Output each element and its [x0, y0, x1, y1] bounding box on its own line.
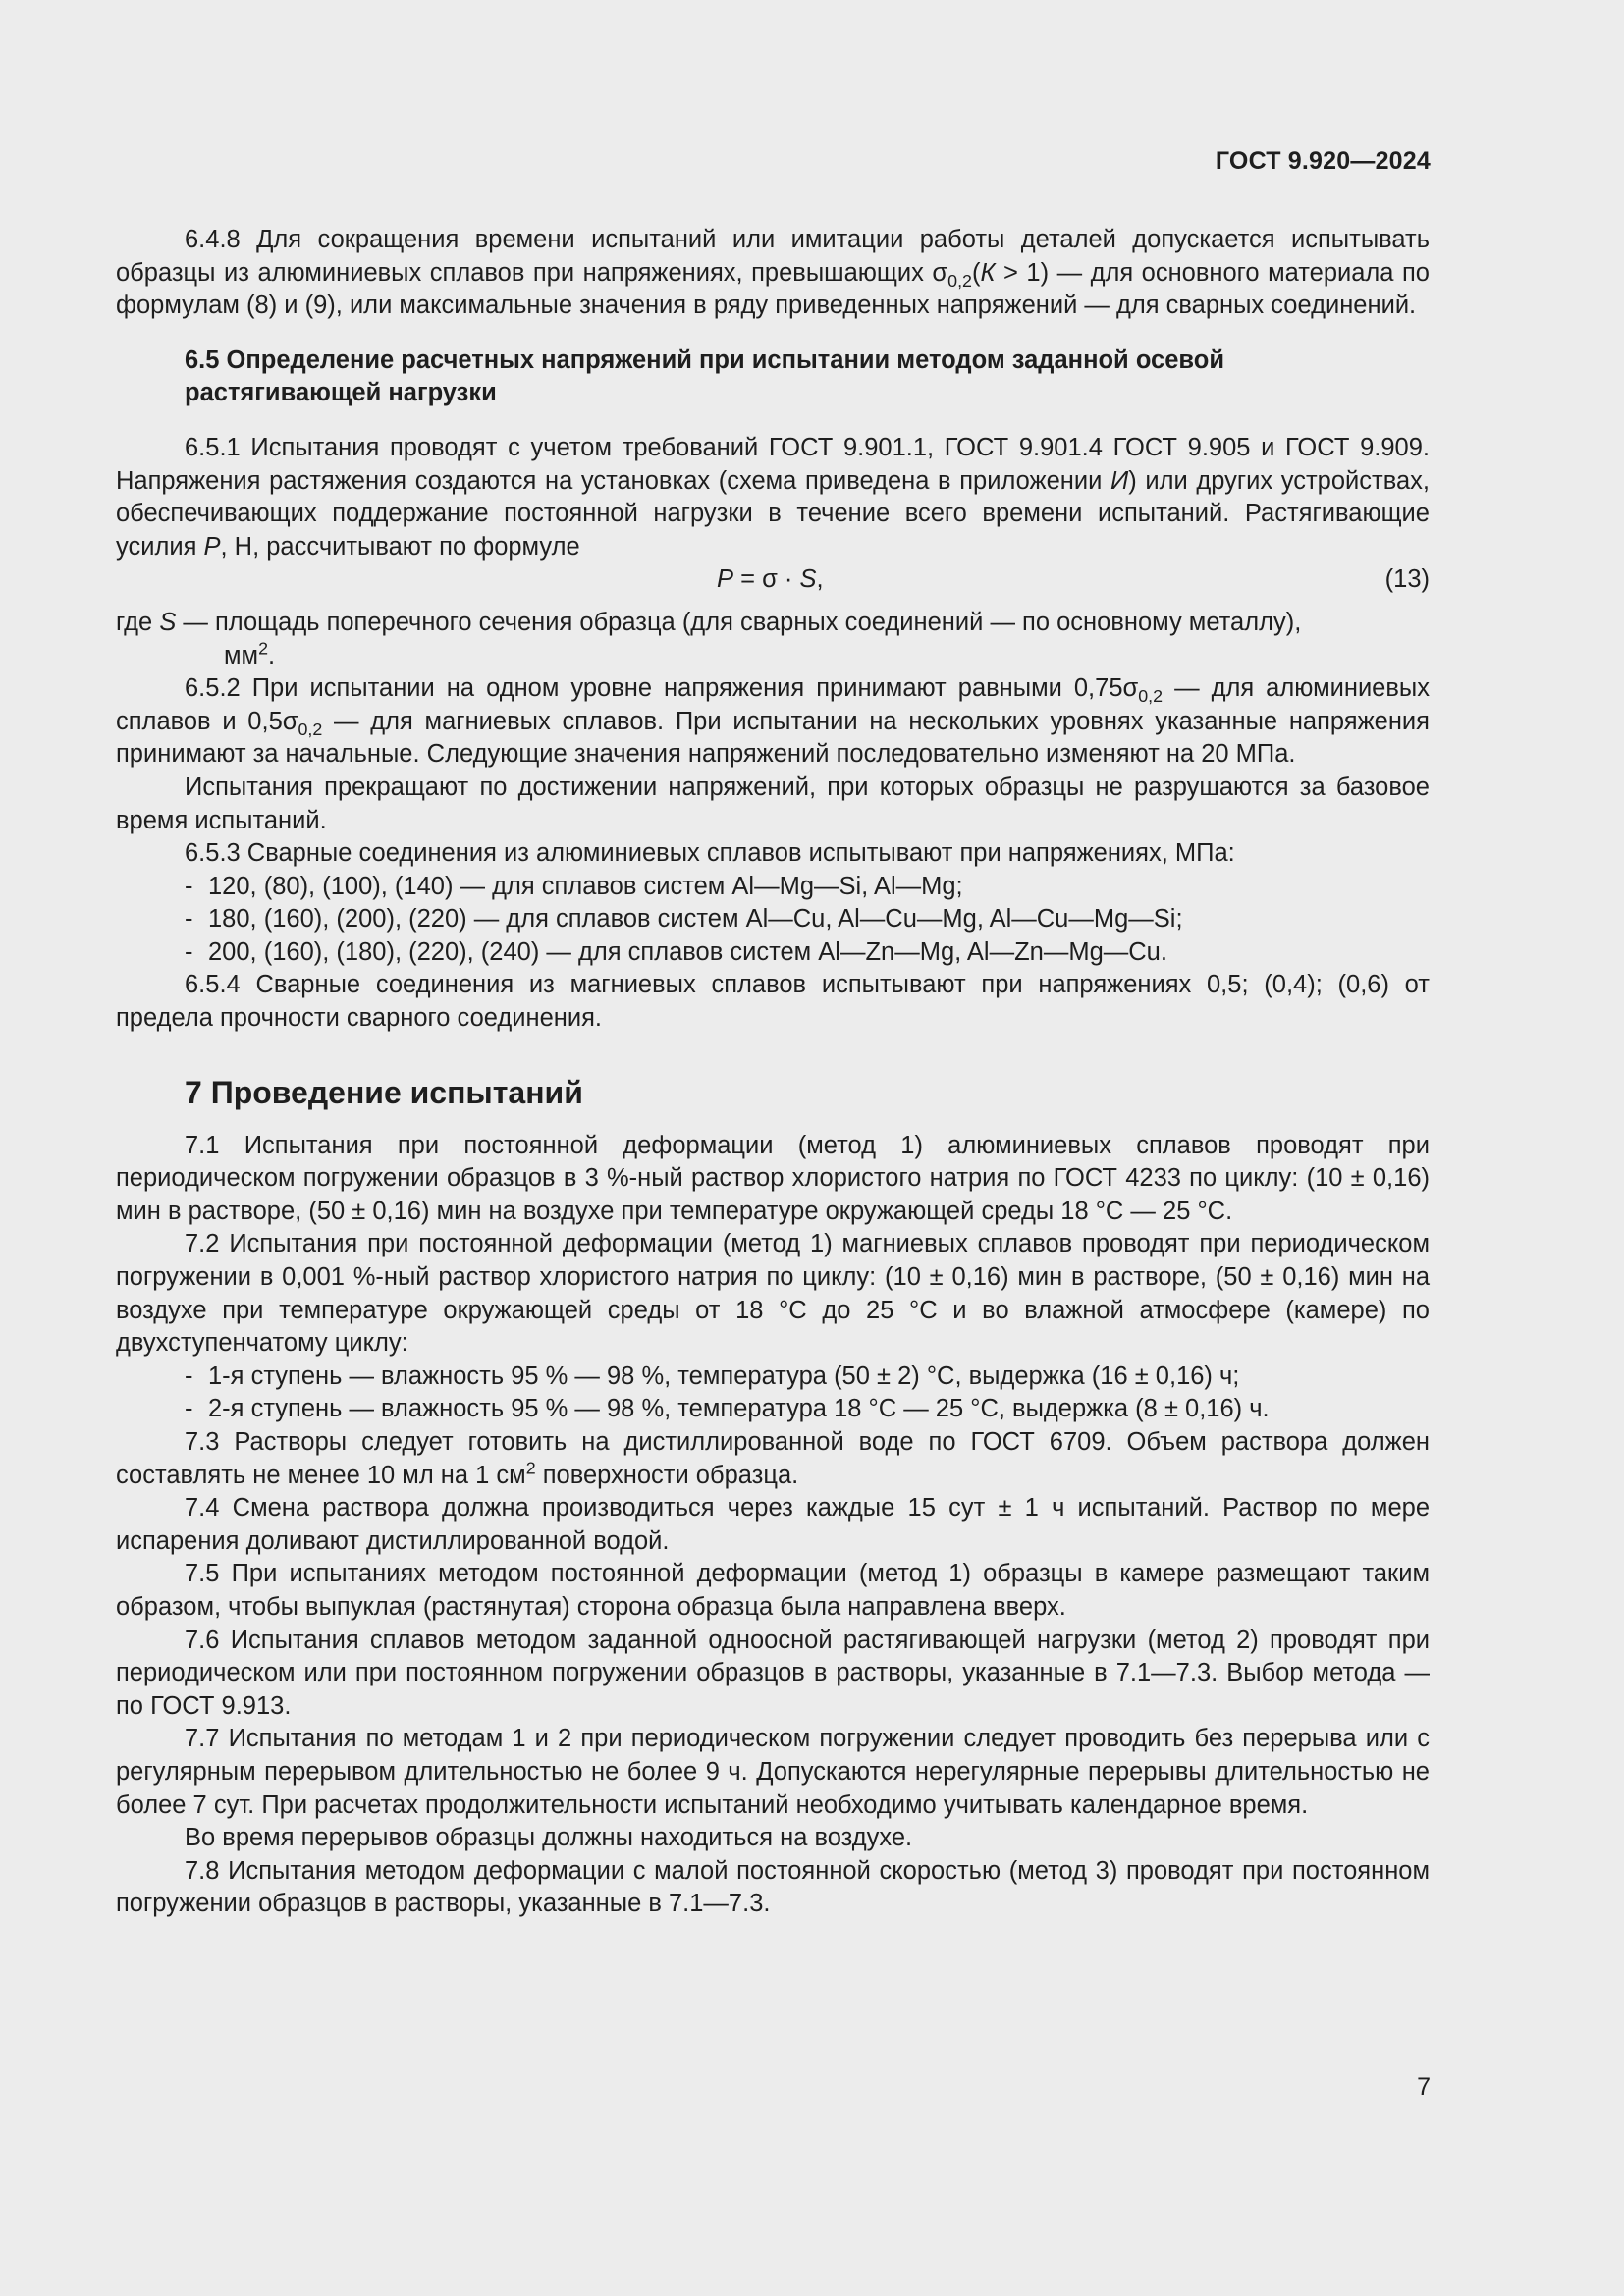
formula-legend: где S — площадь поперечного сечения образца (для сварных соединений — по основному металлу), $мм^2$. — [116, 608, 1302, 669]
paragraph-6-5-2: 6.5.2 При испытании на одном уровне напряжения принимают равными $0,75\sigma_{0,2}$ — для алюминиевых сплавов и $0,5\sigma_{0,2}$ — для магниевых сплавов. При испытании на нескольких уровнях указанные напряжения принимают за начальные. Следующие значения напряжений последовательно изменяют на 20 МПа. — [116, 674, 1430, 769]
paragraph-7-4: 7.4 Смена раствора должна производиться через каждые 15 сут ± 1 ч испытаний. Раствор по мере испарения доливают дистиллированной водой. — [116, 1494, 1430, 1555]
formula-number: (13) — [1384, 565, 1430, 594]
paragraph-7-5: 7.5 При испытаниях методом постоянной деформации (метод 1) образцы в камере размещают таким образом, чтобы выпуклая (растянутая) сторона образца была направлена вверх. — [116, 1560, 1430, 1621]
section-title-6-5: 6.5 Определение расчетных напряжений при испытании методом заданной осевой растягивающей нагрузки — [185, 346, 1225, 407]
paragraph-6-5-4: 6.5.4 Сварные соединения из магниевых сплавов испытывают при напряжениях 0,5; (0,4); (0,6) от предела прочности сварного соединения. — [116, 971, 1430, 1033]
paragraph-6-4-8: 6.4.8 Для сокращения времени испытаний или имитации работы деталей допускается испытывать образцы из алюминиевых сплавов при напряжениях, превышающих $\sigma_{0,2}(К > 1)$ — для основного материала по формулам (8) и (9), или максимальные значения в ряду приведенных напряжений — для сварных соединений. — [116, 226, 1430, 320]
list-item: - 120, (80), (100), (140) — для сплавов систем Al—Mg—Si, Al—Mg; — [185, 872, 963, 900]
list-item: - 1-я ступень — влажность 95 % — 98 %, температура (50 ± 2) °С, выдержка (16 ± 0,16) ч; — [185, 1362, 1240, 1390]
paragraph-7-7-continued: Во время перерывов образцы должны находиться на воздухе. — [185, 1824, 913, 1852]
document-body — [116, 224, 1430, 1921]
paragraph-7-2: 7.2 Испытания при постоянной деформации (метод 1) магниевых сплавов проводят при периодическом погружении в 0,001 %-ный раствор хлористого натрия по циклу: (10 ± 0,16) мин в растворе, (50 ± 0,16) мин на воздухе при температуре окружающей среды от 18 °С до 25 °С и во влажной атмосфере (камере) по двухступенчатому циклу: — [116, 1230, 1430, 1358]
formula-13 — [116, 563, 1430, 597]
list-item: - 2-я ступень — влажность 95 % — 98 %, температура 18 °С — 25 °С, выдержка (8 ± 0,16) ч. — [185, 1395, 1270, 1423]
paragraph-6-5-3: 6.5.3 Сварные соединения из алюминиевых сплавов испытывают при напряжениях, МПа: — [185, 839, 1235, 868]
paragraph-7-1: 7.1 Испытания при постоянной деформации (метод 1) алюминиевых сплавов проводят при периодическом погружении образцов в 3 %-ный раствор хлористого натрия по ГОСТ 4233 по циклу: (10 ± 0,16) мин в растворе, (50 ± 0,16) мин на воздухе при температуре окружающей среды 18 °С — 25 °С. — [116, 1131, 1430, 1225]
paragraph-7-3: 7.3 Растворы следует готовить на дистиллированной воде по ГОСТ 6709. Объем раствора должен составлять не менее 10 мл на 1 $см^2$ поверхности образца. — [116, 1428, 1430, 1489]
paragraph-7-7: 7.7 Испытания по методам 1 и 2 при периодическом погружении следует проводить без перерыва или с регулярным перерывом длительностью не более 9 ч. Допускаются нерегулярные перерывы длительностью не более 7 сут. При расчетах продолжительности испытаний необходимо учитывать календарное время. — [116, 1725, 1430, 1819]
paragraph-6-5-1: 6.5.1 Испытания проводят с учетом требований ГОСТ 9.901.1, ГОСТ 9.901.4 ГОСТ 9.905 и ГОСТ 9.909. Напряжения растяжения создаются на установках (схема приведена в приложении И) или других устройствах, обеспечивающих поддержание постоянной нагрузки в течение всего времени испытаний. Растягивающие усилия Р, Н, рассчитывают по формуле — [116, 433, 1430, 561]
formula-expression: Р = σ · S, — [717, 565, 824, 594]
paragraph-7-8: 7.8 Испытания методом деформации с малой постоянной скоростью (метод 3) проводят при постоянном погружении образцов в растворы, указанные в 7.1—7.3. — [116, 1856, 1430, 1918]
document-header: ГОСТ 9.920—2024 — [1215, 147, 1431, 175]
section-title-7: 7 Проведение испытаний — [185, 1074, 583, 1110]
paragraph-7-6: 7.6 Испытания сплавов методом заданной одноосной растягивающей нагрузки (метод 2) проводят при периодическом или при постоянном погружении образцов в растворы, указанные в 7.1—7.3. Выбор метода — по ГОСТ 9.913. — [116, 1626, 1430, 1720]
list-item: - 180, (160), (200), (220) — для сплавов систем Al—Cu, Al—Cu—Mg, Al—Cu—Mg—Si; — [185, 905, 1183, 934]
list-item: - 200, (160), (180), (220), (240) — для сплавов систем Al—Zn—Mg, Al—Zn—Mg—Cu. — [185, 937, 1167, 966]
page-number: 7 — [1417, 2073, 1431, 2101]
paragraph-6-5-2-continued: Испытания прекращают по достижении напряжений, при которых образцы не разрушаются за базовое время испытаний. — [116, 773, 1430, 834]
